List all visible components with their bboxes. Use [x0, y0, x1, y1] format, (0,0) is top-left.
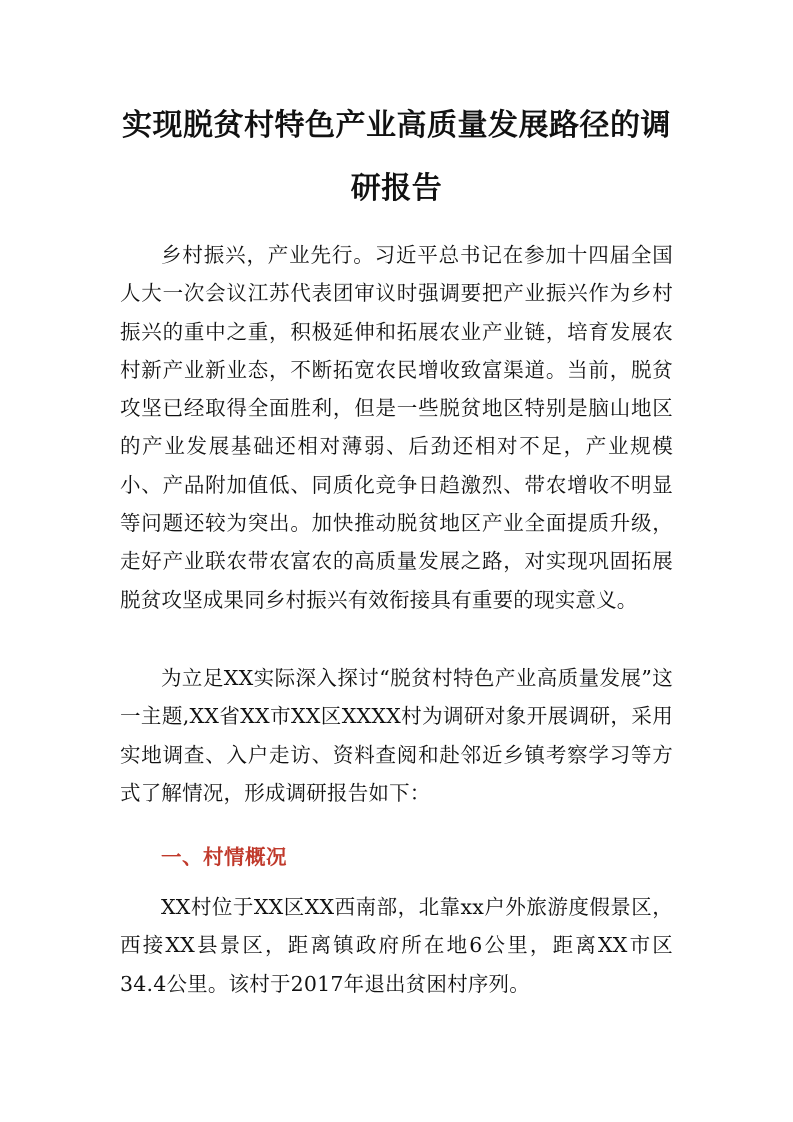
document-title-line-1: 实现脱贫村特色产业高质量发展路径的调: [122, 108, 671, 143]
document-title-line-2: 研报告: [350, 171, 443, 206]
intro-paragraph: 乡村振兴，产业先行。习近平总书记在参加十四届全国人大一次会议江苏代表团审议时强调要把产业振兴作为乡村振兴的重中之重，积极延伸和拓展农业产业链，培育发展农村新产业新业态，不断拓宽农民增收致富渠道。当前，脱贫攻坚已经取得全面胜利，但是一些脱贫地区特别是脑山地区的产业发展基础还相对薄弱、后劲还相对不足，产业规模小、产品附加值低、同质化竞争日趋激烈、带农增收不明显等问题还较为突出。加快推动脱贫地区产业全面提质升级，走好产业联农带农富农的高质量发展之路，对实现巩固拓展脱贫攻坚成果同乡村振兴有效衔接具有重要的现实意义。: [120, 243, 673, 612]
section-heading-village-overview: 一、村情概况: [161, 845, 287, 869]
village-overview-paragraph: XX村位于XX区XX西南部，北靠xx户外旅游度假景区，西接XX县景区，距离镇政府所在地6公里，距离XX市区34.4公里。该村于2017年退出贫困村序列。: [120, 895, 673, 996]
purpose-paragraph: 为立足XX实际深入探讨“脱贫村特色产业高质量发展”这一主题,XX省XX市XX区XXXX村为调研对象开展调研，采用实地调查、入户走访、资料查阅和赴邻近乡镇考察学习等方式了解情况，形成调研报告如下：: [120, 666, 673, 805]
